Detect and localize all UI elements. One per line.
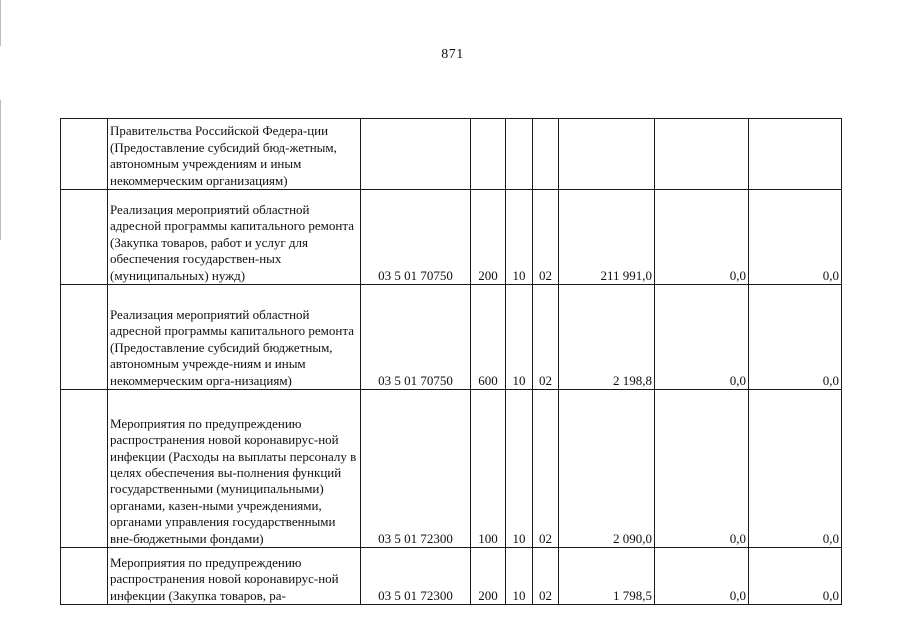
target-article-cell [361, 119, 471, 190]
expense-type-cell: 100 [471, 390, 506, 548]
target-article-cell: 03 5 01 72300 [361, 548, 471, 605]
subsection-cell: 02 [533, 190, 559, 285]
amount-year1-cell: 211 991,0 [559, 190, 655, 285]
scan-edge-mark [0, 0, 1, 46]
row-index-cell [61, 390, 108, 548]
target-article-cell: 03 5 01 70750 [361, 190, 471, 285]
amount-year2-cell: 0,0 [655, 390, 749, 548]
target-article-cell: 03 5 01 70750 [361, 285, 471, 390]
amount-year3-cell: 0,0 [749, 190, 842, 285]
amount-year1-cell [559, 119, 655, 190]
row-index-cell [61, 548, 108, 605]
subsection-cell: 02 [533, 548, 559, 605]
row-index-cell [61, 119, 108, 190]
amount-year2-cell [655, 119, 749, 190]
table-row [61, 190, 842, 285]
subsection-cell: 02 [533, 390, 559, 548]
row-index-cell [61, 190, 108, 285]
amount-year2-cell: 0,0 [655, 285, 749, 390]
expense-name-cell: Правительства Российской Федера-ции (Предоставление субсидий бюд-жетным, автономным учреждениям и иным некоммерческим организациям) [108, 119, 361, 190]
amount-year3-cell: 0,0 [749, 285, 842, 390]
subsection-cell [533, 119, 559, 190]
section-cell: 10 [506, 285, 533, 390]
subsection-cell: 02 [533, 285, 559, 390]
target-article-cell: 03 5 01 72300 [361, 390, 471, 548]
page-number: 871 [441, 47, 464, 62]
amount-year1-cell: 1 798,5 [559, 548, 655, 605]
table-row [61, 548, 842, 605]
section-cell: 10 [506, 190, 533, 285]
scan-edge-mark [0, 100, 1, 240]
expense-name-cell: Реализация мероприятий областной адресной программы капитального ремонта (Предоставление субсидий бюджетным, автономным учрежде-ниям и иным некоммерческим орга-низациям) [108, 285, 361, 390]
amount-year2-cell: 0,0 [655, 548, 749, 605]
amount-year1-cell: 2 090,0 [559, 390, 655, 548]
section-cell: 10 [506, 390, 533, 548]
section-cell: 10 [506, 548, 533, 605]
amount-year3-cell [749, 119, 842, 190]
table-row [61, 390, 842, 548]
budget-table [60, 118, 842, 605]
expense-type-cell [471, 119, 506, 190]
amount-year1-cell: 2 198,8 [559, 285, 655, 390]
amount-year3-cell: 0,0 [749, 390, 842, 548]
amount-year2-cell: 0,0 [655, 190, 749, 285]
row-index-cell [61, 285, 108, 390]
expense-type-cell: 200 [471, 190, 506, 285]
expense-name-cell: Мероприятия по предупреждению распространения новой коронавирус-ной инфекции (Расходы на выплаты персоналу в целях обеспечения вы-полнения функций государственными (муниципальными) органами, казен-ными учреждениями, органами управления государственными вне-бюджетными фондами) [108, 390, 361, 548]
table-row [61, 285, 842, 390]
expense-name-cell: Мероприятия по предупреждению распространения новой коронавирус-ной инфекции (Закупка товаров, ра- [108, 548, 361, 605]
table-row [61, 119, 842, 190]
amount-year3-cell: 0,0 [749, 548, 842, 605]
expense-type-cell: 600 [471, 285, 506, 390]
section-cell [506, 119, 533, 190]
expense-type-cell: 200 [471, 548, 506, 605]
expense-name-cell: Реализация мероприятий областной адресной программы капитального ремонта (Закупка товаров, работ и услуг для обеспечения государствен-ных (муниципальных) нужд) [108, 190, 361, 285]
